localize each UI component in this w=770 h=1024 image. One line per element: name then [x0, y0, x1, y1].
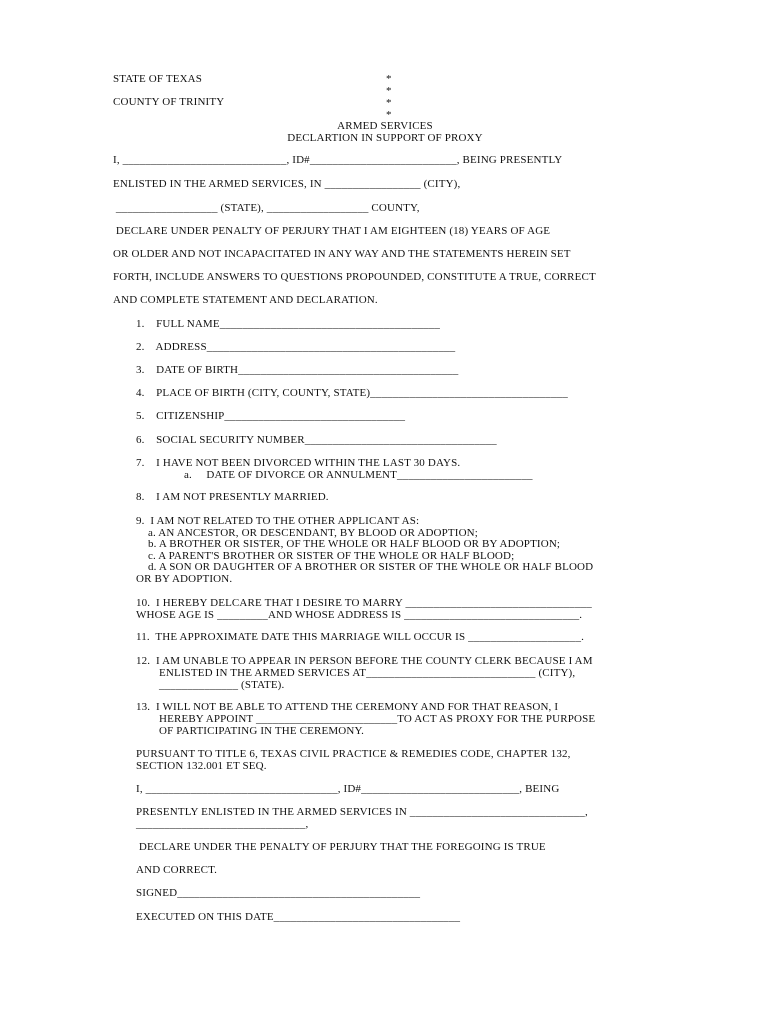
- intro-line: OR OLDER AND NOT INCAPACITATED IN ANY WAY AND THE STATEMENTS HEREIN SET: [113, 248, 571, 260]
- item-marriage-date: 11. THE APPROXIMATE DATE THIS MARRIAGE WILL OCCUR IS ____________________.: [136, 631, 585, 643]
- item-not-related-b: b. A BROTHER OR SISTER, OF THE WHOLE OR HALF BLOOD OR BY ADOPTION;: [148, 538, 561, 550]
- item-unable-to-appear-cont: ENLISTED IN THE ARMED SERVICES AT______________________________ (CITY),: [159, 667, 576, 679]
- state-label: STATE OF TEXAS: [113, 73, 203, 85]
- item-full-name: 1. FULL NAME_______________________________________: [136, 318, 441, 330]
- declarant-id-line: I, __________________________________, ID#____________________________, BEING: [136, 783, 560, 795]
- intro-line: FORTH, INCLUDE ANSWERS TO QUESTIONS PROPOUNDED, CONSTITUTE A TRUE, CORRECT: [113, 271, 596, 283]
- caption-star: *: [386, 109, 392, 121]
- caption-star: *: [386, 73, 392, 85]
- intro-line: DECLARE UNDER PENALTY OF PERJURY THAT I AM EIGHTEEN (18) YEARS OF AGE: [113, 225, 551, 237]
- intro-line: I, _____________________________, ID#__________________________, BEING PRESENTLY: [113, 154, 563, 166]
- executed-date-line: EXECUTED ON THIS DATE_________________________________: [136, 911, 461, 923]
- county-label: COUNTY OF TRINITY: [113, 96, 225, 108]
- item-unable-to-appear: 12. I AM UNABLE TO APPEAR IN PERSON BEFORE THE COUNTY CLERK BECAUSE I AM: [136, 655, 593, 667]
- item-divorce: 7. I HAVE NOT BEEN DIVORCED WITHIN THE LAST 30 DAYS.: [136, 457, 461, 469]
- item-appoint-proxy-cont: OF PARTICIPATING IN THE CEREMONY.: [159, 725, 365, 737]
- item-not-related: 9. I AM NOT RELATED TO THE OTHER APPLICANT AS:: [136, 515, 420, 527]
- item-citizenship: 5. CITIZENSHIP________________________________: [136, 410, 406, 422]
- caption-star: *: [386, 85, 392, 97]
- document-title: ARMED SERVICES: [337, 120, 433, 132]
- item-not-related-a: a. AN ANCESTOR, OR DESCENDANT, BY BLOOD OR ADOPTION;: [148, 527, 478, 539]
- intro-line: __________________ (STATE), __________________ COUNTY,: [113, 202, 420, 214]
- document-subtitle: DECLARTION IN SUPPORT OF PROXY: [287, 132, 483, 144]
- item-place-of-birth: 4. PLACE OF BIRTH (CITY, COUNTY, STATE)___________________________________: [136, 387, 568, 399]
- item-desire-to-marry: 10. I HEREBY DELCARE THAT I DESIRE TO MARRY _________________________________: [136, 597, 592, 609]
- item-ssn: 6. SOCIAL SECURITY NUMBER__________________________________: [136, 434, 497, 446]
- pursuant-statement: PURSUANT TO TITLE 6, TEXAS CIVIL PRACTICE & REMEDIES CODE, CHAPTER 132,: [136, 748, 571, 760]
- item-divorce-date: a. DATE OF DIVORCE OR ANNULMENT________________________: [184, 469, 533, 481]
- item-not-related-d-cont: OR BY ADOPTION.: [136, 573, 233, 585]
- item-unable-to-appear-cont: ______________ (STATE).: [159, 679, 285, 691]
- item-appoint-proxy: 13. I WILL NOT BE ABLE TO ATTEND THE CEREMONY AND FOR THAT REASON, I: [136, 701, 559, 713]
- item-not-related-d: d. A SON OR DAUGHTER OF A BROTHER OR SISTER OF THE WHOLE OR HALF BLOOD: [148, 561, 594, 573]
- signature-line: SIGNED___________________________________________: [136, 887, 421, 899]
- item-not-related-c: c. A PARENT'S BROTHER OR SISTER OF THE WHOLE OR HALF BLOOD;: [148, 550, 515, 562]
- perjury-declaration: DECLARE UNDER THE PENALTY OF PERJURY THAT THE FOREGOING IS TRUE: [136, 841, 546, 853]
- item-appoint-proxy-cont: HEREBY APPOINT _________________________TO ACT AS PROXY FOR THE PURPOSE: [159, 713, 596, 725]
- pursuant-statement-cont: SECTION 132.001 ET SEQ.: [136, 760, 267, 772]
- item-date-of-birth: 3. DATE OF BIRTH_______________________________________: [136, 364, 459, 376]
- perjury-declaration-cont: AND CORRECT.: [136, 864, 218, 876]
- intro-line: ENLISTED IN THE ARMED SERVICES, IN _________________ (CITY),: [113, 178, 461, 190]
- intro-line: AND COMPLETE STATEMENT AND DECLARATION.: [113, 294, 378, 306]
- caption-star: *: [386, 97, 392, 109]
- declarant-enlisted-line: PRESENTLY ENLISTED IN THE ARMED SERVICES IN _______________________________,: [136, 806, 588, 818]
- declarant-enlisted-line-cont: ______________________________,: [136, 818, 309, 830]
- item-desire-to-marry-cont: WHOSE AGE IS _________AND WHOSE ADDRESS IS _______________________________.: [136, 609, 583, 621]
- item-not-married: 8. I AM NOT PRESENTLY MARRIED.: [136, 491, 329, 503]
- item-address: 2. ADDRESS____________________________________________: [136, 341, 456, 353]
